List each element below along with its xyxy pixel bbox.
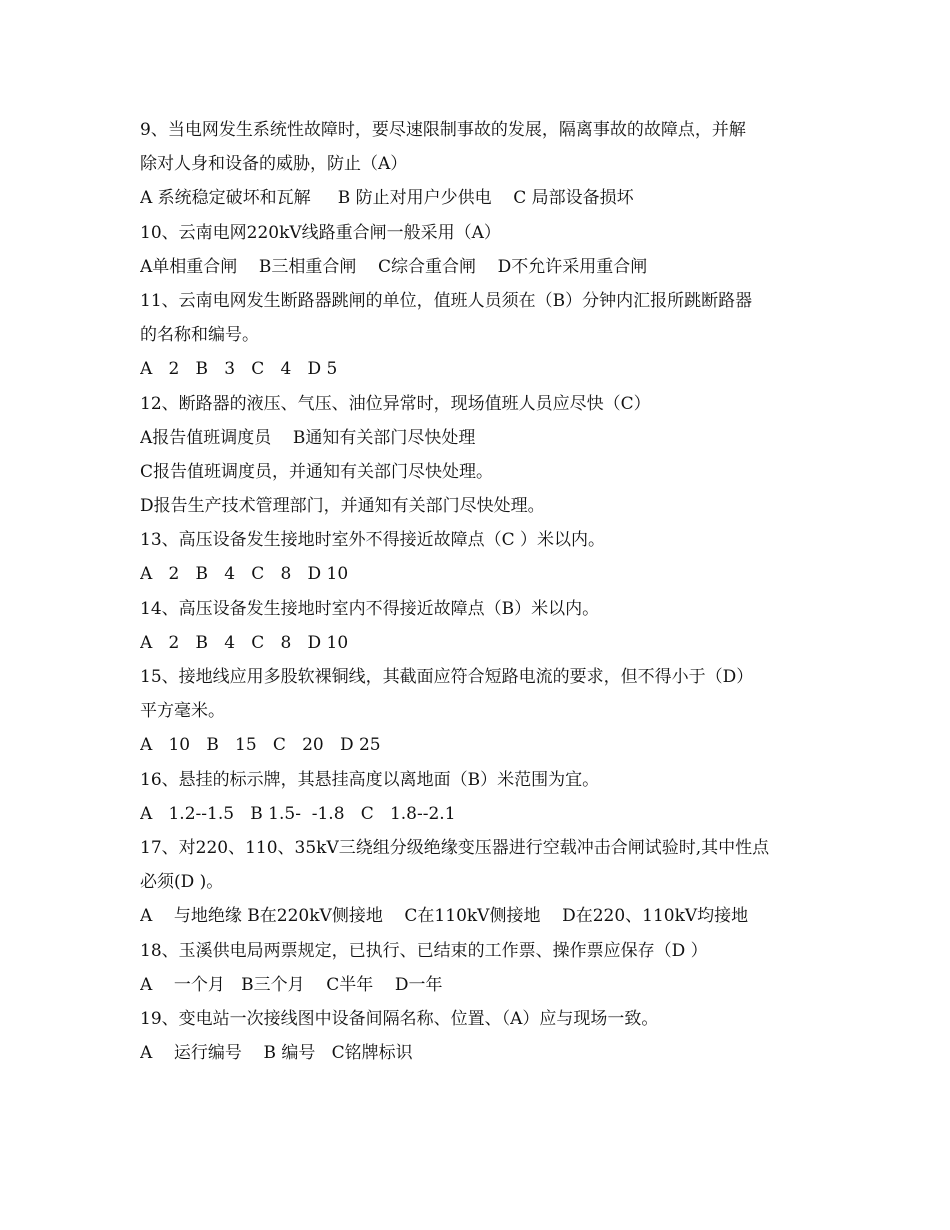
question-11-text-line-1: 11、云南电网发生断路器跳闸的单位，值班人员须在（B）分钟内汇报所跳断路器: [140, 290, 753, 311]
question-12-option-d: D报告生产技术管理部门，并通知有关部门尽快处理。: [140, 496, 545, 517]
question-10-text: 10、云南电网220kV线路重合闸一般采用（A）: [140, 222, 501, 243]
question-18-text: 18、玉溪供电局两票规定，已执行、已结束的工作票、操作票应保存（D ）: [140, 940, 708, 961]
question-19-text: 19、变电站一次接线图中设备间隔名称、位置、（A）应与现场一致。: [140, 1008, 659, 1029]
question-16-text: 16、悬挂的标示牌，其悬挂高度以离地面（B）米范围为宜。: [140, 769, 600, 790]
question-15-text-line-1: 15、接地线应用多股软裸铜线，其截面应符合短路电流的要求，但不得小于（D）: [140, 667, 754, 687]
question-16-options: A 1.2--1.5 B 1.5- -1.8 C 1.8--2.1: [140, 803, 456, 824]
question-14-text: 14、高压设备发生接地时室内不得接近故障点（B）米以内。: [140, 598, 600, 619]
document-body: [140, 113, 820, 1070]
question-15-options: A 10 B 15 C 20 D 25: [140, 735, 381, 756]
question-11-text-line-2: 的名称和编号。: [140, 325, 259, 346]
question-17-text-line-1: 17、对220、110、35kV三绕组分级绝缘变压器进行空载冲击合闸试验时,其中性点: [140, 837, 770, 858]
question-11-options: A 2 B 3 C 4 D 5: [140, 359, 338, 380]
question-13-options: A 2 B 4 C 8 D 10: [140, 564, 349, 585]
question-13-text: 13、高压设备发生接地时室外不得接近故障点（C ）米以内。: [140, 530, 606, 551]
question-17-text-line-2: 必须(D )。: [140, 872, 224, 893]
question-9-options: A 系统稳定破坏和瓦解 B 防止对用户少供电 C 局部设备损坏: [140, 188, 634, 209]
question-9-text-line-1: 9、当电网发生系统性故障时，要尽速限制事故的发展，隔离事故的故障点，并解: [140, 120, 746, 140]
question-14-options: A 2 B 4 C 8 D 10: [140, 632, 349, 653]
question-10-options: A单相重合闸 B三相重合闸 C综合重合闸 D不允许采用重合闸: [140, 256, 648, 277]
question-17-options: A 与地绝缘 B在220kV侧接地 C在110kV侧接地 D在220、110kV均接地: [140, 906, 749, 927]
question-12-options-ab: A报告值班调度员 B通知有关部门尽快处理: [140, 427, 476, 448]
question-9-text-line-2: 除对人身和设备的威胁，防止（A）: [140, 154, 408, 175]
question-15-text-line-2: 平方毫米。: [140, 701, 225, 722]
question-12-option-c: C报告值班调度员，并通知有关部门尽快处理。: [140, 461, 494, 482]
question-12-text: 12、断路器的液压、气压、油位异常时，现场值班人员应尽快（C）: [140, 393, 651, 414]
question-19-options: A 运行编号 B 编号 C铭牌标识: [140, 1043, 413, 1064]
question-18-options: A 一个月 B三个月 C半年 D一年: [140, 974, 443, 995]
